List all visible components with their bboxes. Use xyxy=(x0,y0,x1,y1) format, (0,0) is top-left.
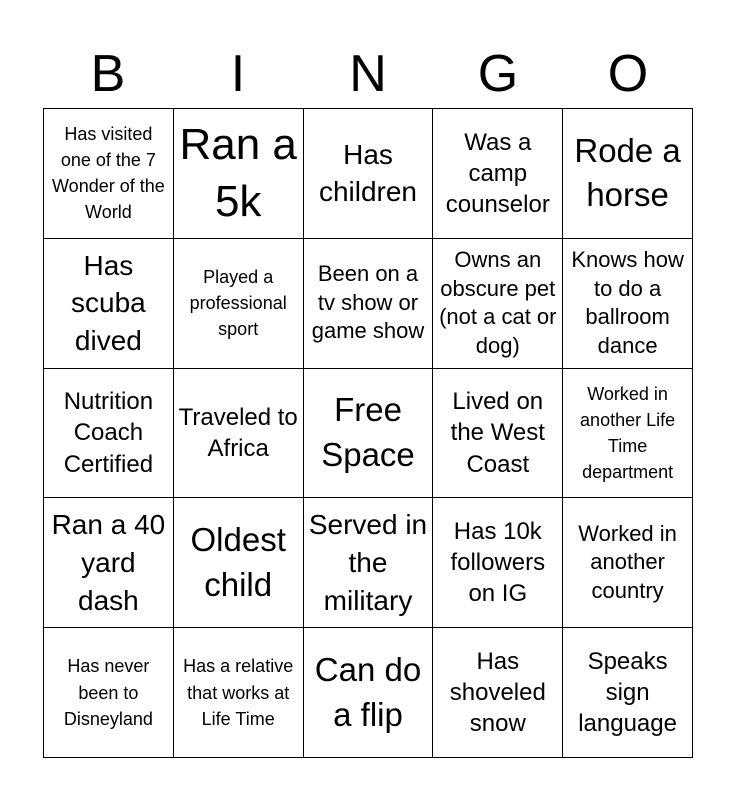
bingo-cell[interactable] xyxy=(44,239,174,369)
bingo-cell[interactable] xyxy=(44,628,174,758)
bingo-cell[interactable] xyxy=(433,498,563,628)
cell-text: Owns an obscure pet (not a cat or dog) xyxy=(439,247,557,358)
cell-text: Ran a 5k xyxy=(179,120,297,227)
bingo-grid xyxy=(43,108,693,758)
free-space-cell[interactable] xyxy=(304,369,434,499)
bingo-cell[interactable] xyxy=(44,109,174,239)
bingo-cell[interactable] xyxy=(304,628,434,758)
bingo-cell[interactable] xyxy=(304,498,434,628)
cell-text: Played a professional sport xyxy=(189,267,287,340)
cell-text: Been on a tv show or game show xyxy=(311,261,425,344)
bingo-cell[interactable] xyxy=(304,239,434,369)
cell-text: Ran a 40 yard dash xyxy=(51,509,166,616)
bingo-cell[interactable] xyxy=(563,628,693,758)
header-letter-n: N xyxy=(349,45,387,103)
cell-text: Has never been to Disneyland xyxy=(63,656,153,729)
bingo-cell[interactable] xyxy=(563,239,693,369)
bingo-cell[interactable] xyxy=(563,109,693,239)
cell-text: Has scuba dived xyxy=(71,249,146,357)
bingo-cell[interactable] xyxy=(433,369,563,499)
header-letter-b: B xyxy=(90,45,126,103)
cell-text: Free Space xyxy=(321,391,415,473)
cell-text: Worked in another country xyxy=(578,520,677,604)
bingo-cell[interactable] xyxy=(563,369,693,499)
bingo-cell[interactable] xyxy=(174,498,304,628)
cell-text: Oldest child xyxy=(190,521,286,603)
cell-text: Has 10k followers on IG xyxy=(450,518,546,608)
cell-text: Has a relative that works at Life Time xyxy=(183,656,294,729)
cell-text: Can do a flip xyxy=(314,651,422,733)
cell-text: Speaks sign language xyxy=(578,647,677,738)
cell-text: Worked in another Life Time department xyxy=(580,383,676,483)
cell-text: Has visited one of the 7 Wonder of the World xyxy=(52,124,165,223)
cell-text: Traveled to Africa xyxy=(178,403,298,462)
header-letter-i: I xyxy=(230,45,246,103)
header-letter-o: O xyxy=(607,45,649,103)
bingo-cell[interactable] xyxy=(433,239,563,369)
bingo-cell[interactable] xyxy=(174,239,304,369)
cell-text: Served in the military xyxy=(308,509,428,616)
cell-text: Was a camp counselor xyxy=(445,128,550,218)
bingo-cell[interactable] xyxy=(44,369,174,499)
bingo-cell[interactable] xyxy=(563,498,693,628)
cell-text: Lived on the West Coast xyxy=(450,388,545,478)
cell-text: Knows how to do a ballroom dance xyxy=(571,247,684,358)
bingo-cell[interactable] xyxy=(304,109,434,239)
header-letter-g: G xyxy=(477,45,519,103)
bingo-cell[interactable] xyxy=(433,628,563,758)
cell-text: Has children xyxy=(318,138,418,208)
bingo-header xyxy=(43,40,693,108)
cell-text: Nutrition Coach Certified xyxy=(63,388,154,478)
bingo-cell[interactable] xyxy=(174,109,304,239)
cell-text: Rode a horse xyxy=(574,131,681,214)
bingo-cell[interactable] xyxy=(174,369,304,499)
cell-text: Has shoveled snow xyxy=(449,647,546,738)
bingo-cell[interactable] xyxy=(44,498,174,628)
bingo-cell[interactable] xyxy=(174,628,304,758)
bingo-cell[interactable] xyxy=(433,109,563,239)
